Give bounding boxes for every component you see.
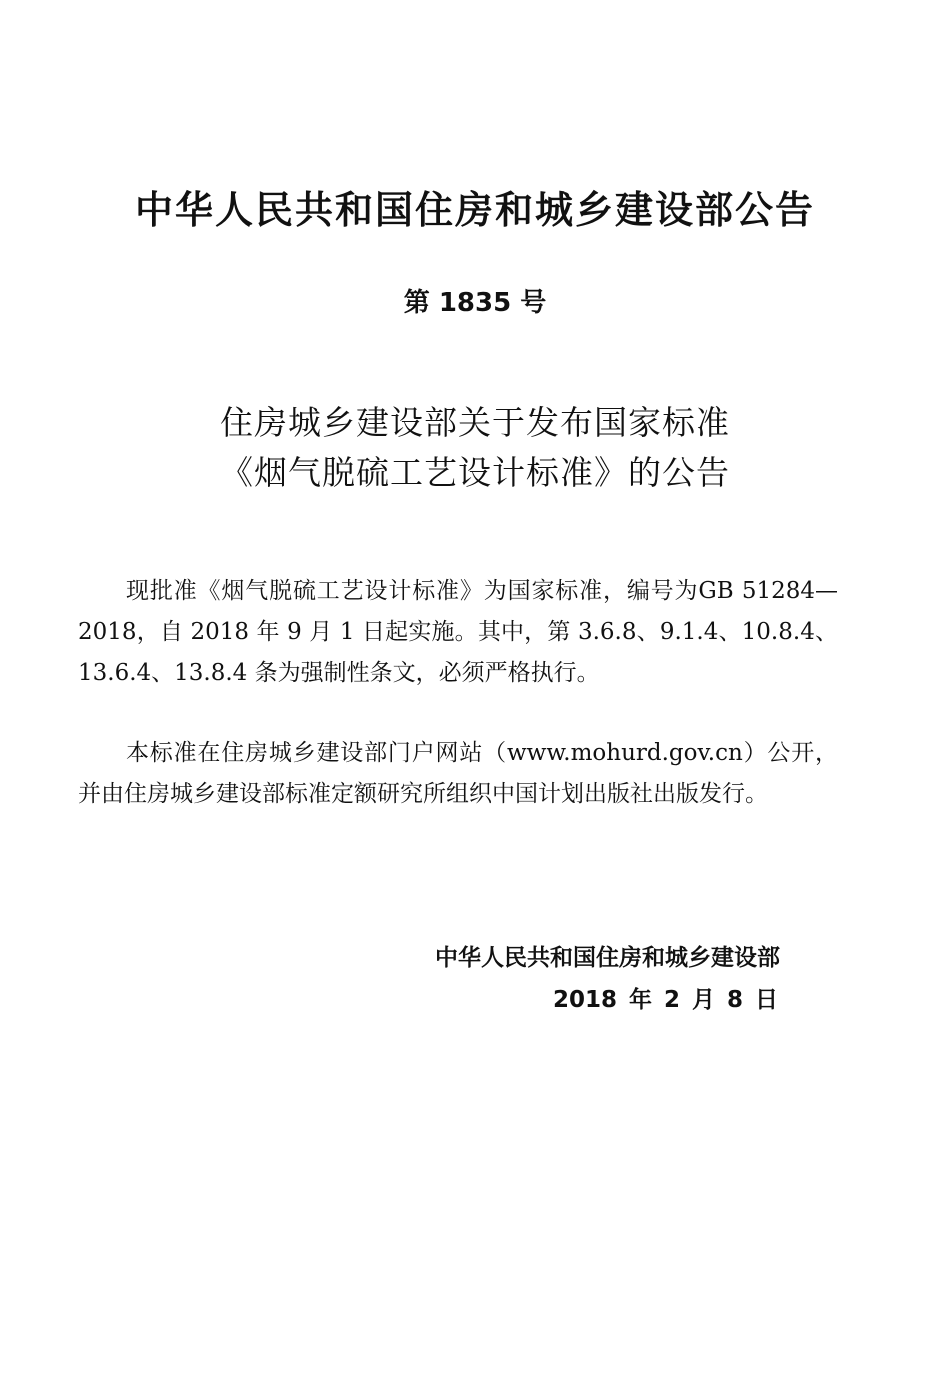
paragraph-text: 本标准在住房城乡建设部门户网站（www.mohurd.gov.cn）公开，并由住房城乡建设部标准定额研究所组织中国计划出版社出版发行。 xyxy=(78,740,838,807)
subject-line-2: 《烟气脱硫工艺设计标准》的公告 xyxy=(220,453,730,492)
announcement-number: 第 1835 号 xyxy=(403,288,547,318)
paragraph-text: 现批准《烟气脱硫工艺设计标准》为国家标准，编号为GB 51284—2018，自 2018 年 9 月 1 日起实施。其中，第 3.6.8、9.1.4、10.8.4、13.6.4、13.8.4 条为强制性条文，必须严格执行。 xyxy=(78,578,838,686)
body-paragraph-2 xyxy=(78,733,838,815)
subject-line-1: 住房城乡建设部关于发布国家标准 xyxy=(220,403,730,442)
body-paragraph-1 xyxy=(78,571,838,694)
announcement-title: 中华人民共和国住房和城乡建设部公告 xyxy=(134,188,815,232)
signature-organization: 中华人民共和国住房和城乡建设部 xyxy=(435,945,780,971)
signature-date: 2018 年 2 月 8 日 xyxy=(552,987,778,1013)
